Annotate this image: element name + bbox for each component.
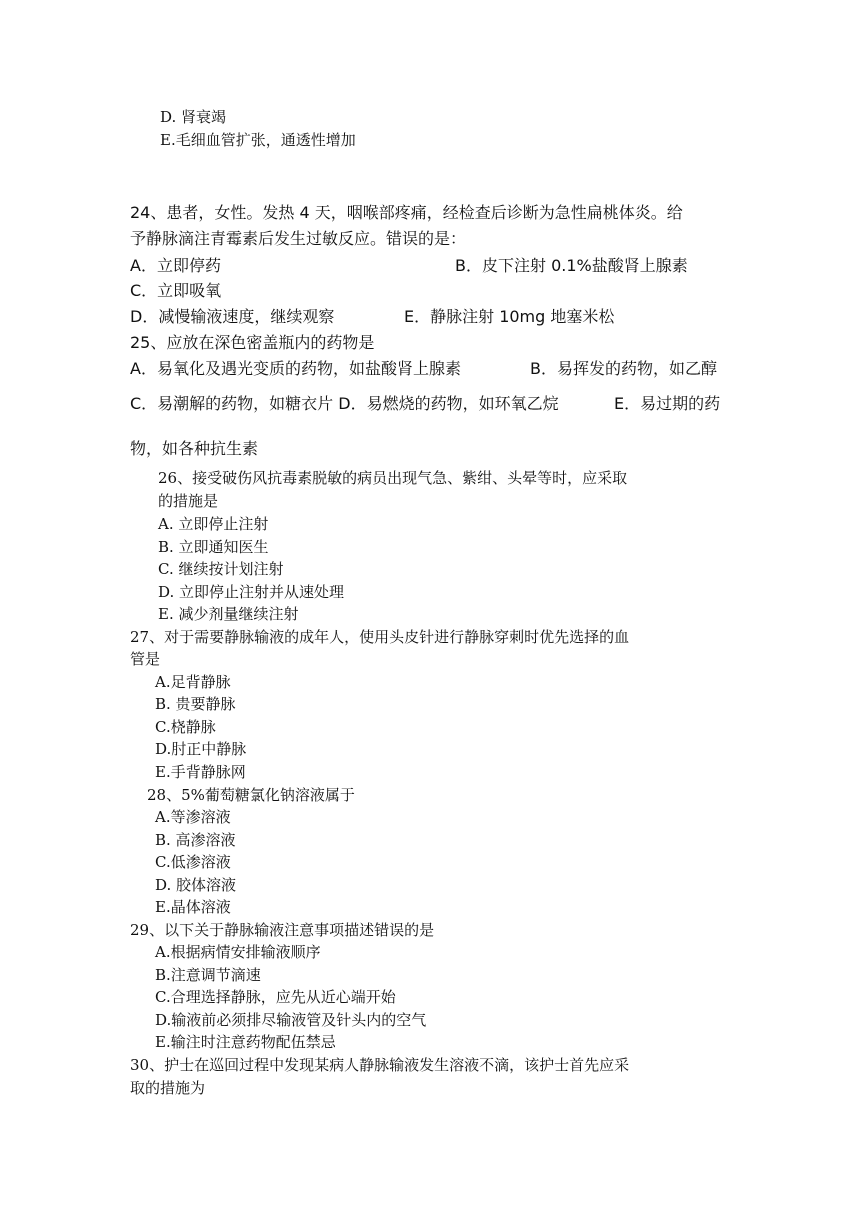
q27-option-e: E.手背静脉网 xyxy=(155,763,246,781)
q27-option-a: A.足背静脉 xyxy=(155,673,231,691)
q26-stem-line1: 26、接受破伤风抗毒素脱敏的病员出现气急、紫绀、头晕等时，应采取 xyxy=(158,469,628,487)
q24-option-e: E．静脉注射 10mg 地塞米松 xyxy=(404,307,615,326)
q30-stem-line1: 30、护士在巡回过程中发现某病人静脉输液发生溶液不滴，该护士首先应采 xyxy=(130,1056,630,1074)
q25-stem: 25、应放在深色密盖瓶内的药物是 xyxy=(130,333,375,352)
q29-option-d: D.输液前必须排尽输液管及针头内的空气 xyxy=(155,1011,427,1029)
q25-option-a: A．易氧化及遇光变质的药物，如盐酸肾上腺素 xyxy=(130,359,461,378)
q24-stem-line1: 24、患者，女性。发热 4 天，咽喉部疼痛，经检查后诊断为急性扁桃体炎。给 xyxy=(130,203,683,222)
q25-option-e-part1: E．易过期的药 xyxy=(614,394,721,413)
q25-option-b: B．易挥发的药物，如乙醇 xyxy=(530,359,717,378)
q29-stem: 29、以下关于静脉输液注意事项描述错误的是 xyxy=(130,921,435,939)
q24-option-a: A．立即停药 xyxy=(130,256,221,275)
q28-option-b: B. 高渗溶液 xyxy=(155,831,236,849)
q29-option-a: A.根据病情安排输液顺序 xyxy=(155,943,321,961)
q28-option-a: A.等渗溶液 xyxy=(155,808,231,826)
q27-option-c: C.桡静脉 xyxy=(155,718,216,736)
q26-option-c: C. 继续按计划注射 xyxy=(158,560,284,578)
q23-option-d: D. 肾衰竭 xyxy=(160,108,227,126)
q27-option-b: B. 贵要静脉 xyxy=(155,695,236,713)
q24-option-b: B．皮下注射 0.1%盐酸肾上腺素 xyxy=(455,256,688,275)
q27-stem-line2: 管是 xyxy=(130,650,161,668)
q29-option-b: B.注意调节滴速 xyxy=(155,966,261,984)
q24-stem-line2: 予静脉滴注青霉素后发生过敏反应。错误的是： xyxy=(130,229,467,248)
q27-option-d: D.肘正中静脉 xyxy=(155,740,247,758)
q25-option-e-part2: 物，如各种抗生素 xyxy=(130,439,259,458)
q29-option-e: E.输注时注意药物配伍禁忌 xyxy=(155,1033,336,1051)
q26-option-b: B. 立即通知医生 xyxy=(158,538,269,556)
q28-stem: 28、5%葡萄糖氯化钠溶液属于 xyxy=(147,786,355,804)
q24-option-c: C．立即吸氧 xyxy=(130,281,222,300)
q29-option-c: C.合理选择静脉，应先从近心端开始 xyxy=(155,988,396,1006)
q26-option-e: E. 减少剂量继续注射 xyxy=(158,605,299,623)
q23-option-e: E.毛细血管扩张，通透性增加 xyxy=(160,131,356,149)
q30-stem-line2: 取的措施为 xyxy=(130,1079,206,1097)
q26-option-d: D. 立即停止注射并从速处理 xyxy=(158,583,345,601)
q26-stem-line2: 的措施是 xyxy=(158,492,219,510)
q27-stem-line1: 27、对于需要静脉输液的成年人，使用头皮针进行静脉穿刺时优先选择的血 xyxy=(130,628,630,646)
q28-option-e: E.晶体溶液 xyxy=(155,898,231,916)
q28-option-d: D. 胶体溶液 xyxy=(155,876,237,894)
q24-option-d: D．减慢输液速度，继续观察 xyxy=(130,307,335,326)
q28-option-c: C.低渗溶液 xyxy=(155,853,231,871)
q25-option-c-d: C．易潮解的药物，如糖衣片 D．易燃烧的药物，如环氧乙烷 xyxy=(130,394,559,413)
q26-option-a: A. 立即停止注射 xyxy=(158,515,269,533)
